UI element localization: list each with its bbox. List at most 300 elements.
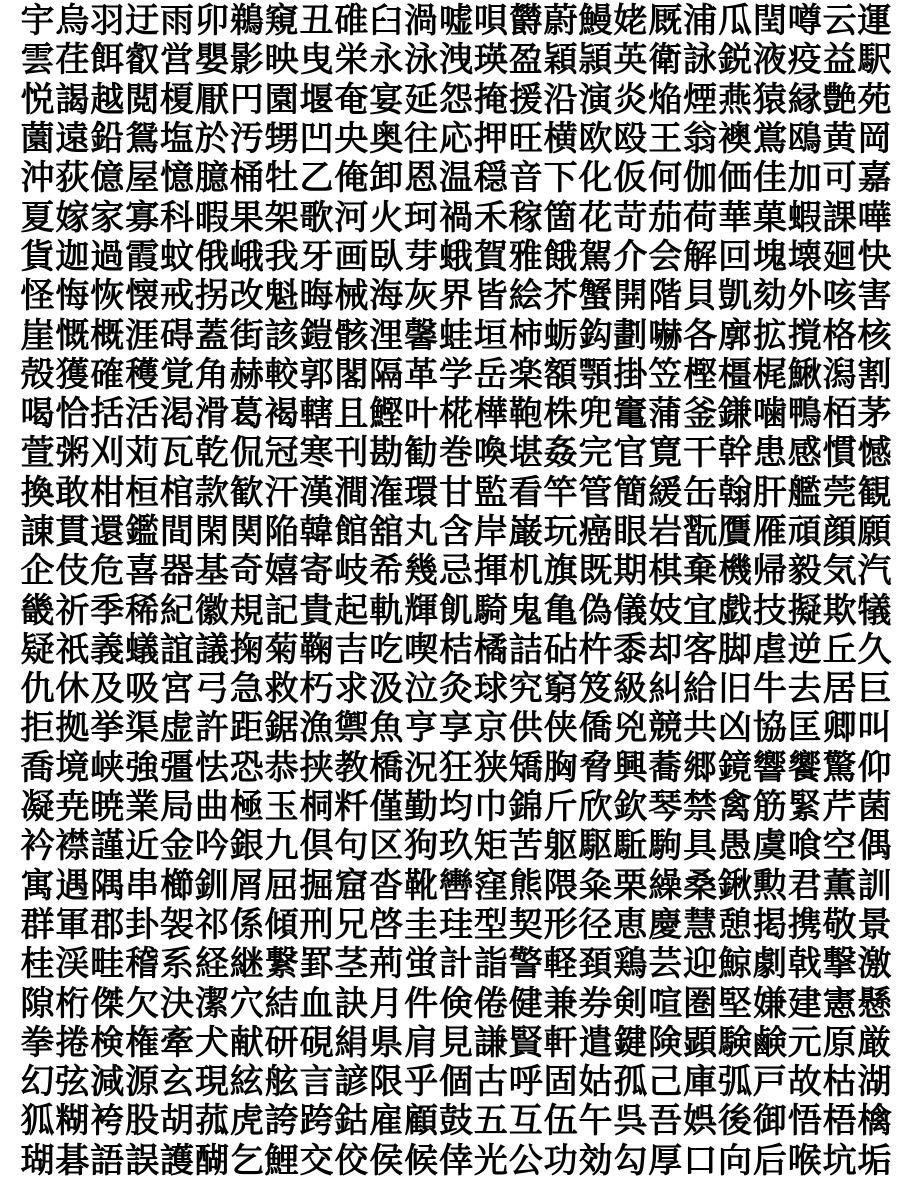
glyph-cell: 圏	[683, 984, 718, 1024]
glyph-cell: 議	[194, 630, 229, 670]
glyph-cell: 供	[508, 709, 543, 749]
glyph-cell: 倹	[438, 984, 473, 1024]
glyph-cell: 喬	[20, 748, 55, 788]
glyph-cell: 河	[334, 198, 369, 238]
glyph-cell: 向	[717, 1141, 752, 1181]
glyph-cell: 公	[508, 1141, 543, 1181]
glyph-cell: 騎	[473, 591, 508, 631]
glyph-cell: 牛	[752, 670, 787, 710]
glyph-cell: 桁	[55, 984, 90, 1024]
glyph-cell: 厳	[857, 1023, 892, 1063]
glyph-cell: 竃	[613, 395, 648, 435]
glyph-cell: 鉛	[90, 120, 125, 160]
glyph-cell: 隔	[369, 355, 404, 395]
glyph-cell: 快	[857, 237, 892, 277]
glyph-cell: 憾	[857, 434, 892, 474]
glyph-cell: 穎	[543, 41, 578, 81]
glyph-cell: 叫	[857, 709, 892, 749]
glyph-cell: 害	[857, 277, 892, 317]
glyph-cell: 崖	[20, 316, 55, 356]
glyph-cell: 割	[857, 355, 892, 395]
glyph-cell: 株	[543, 395, 578, 435]
glyph-cell: 枯	[822, 1063, 857, 1103]
glyph-cell: 勤	[404, 788, 439, 828]
glyph-cell: 器	[159, 552, 194, 592]
glyph-cell: 験	[717, 1023, 752, 1063]
glyph-cell: 圭	[404, 905, 439, 945]
glyph-cell: 喜	[125, 552, 160, 592]
glyph-cell: 契	[508, 905, 543, 945]
glyph-cell: 弦	[55, 1063, 90, 1103]
glyph-cell: 具	[683, 827, 718, 867]
glyph-cell: 営	[159, 41, 194, 81]
glyph-cell: 馨	[404, 316, 439, 356]
glyph-cell: 糊	[55, 1102, 90, 1142]
glyph-cell: 鼓	[438, 1102, 473, 1142]
glyph-cell: 悟	[787, 1102, 822, 1142]
glyph-cell: 柿	[508, 316, 543, 356]
glyph-cell: 虞	[752, 827, 787, 867]
glyph-cell: 韓	[299, 513, 334, 552]
glyph-cell: 解	[683, 237, 718, 277]
glyph-cell: 該	[264, 316, 299, 356]
glyph-cell: 葛	[229, 395, 264, 435]
glyph-cell: 臆	[194, 159, 229, 199]
glyph-cell: 珪	[438, 905, 473, 945]
glyph-cell: 慧	[683, 905, 718, 945]
glyph-cell: 顎	[578, 355, 613, 395]
glyph-cell: 園	[264, 80, 299, 120]
glyph-cell: 廓	[717, 316, 752, 356]
glyph-cell: 顕	[683, 1023, 718, 1063]
glyph-cell: 却	[648, 630, 683, 670]
glyph-cell: 諺	[334, 1063, 369, 1103]
glyph-cell: 貝	[683, 277, 718, 317]
glyph-cell: 誇	[264, 1102, 299, 1142]
glyph-row	[20, 788, 892, 827]
glyph-cell: 額	[543, 355, 578, 395]
glyph-cell: 現	[194, 1063, 229, 1103]
glyph-cell: 灸	[438, 670, 473, 710]
glyph-cell: 均	[438, 788, 473, 828]
glyph-cell: 言	[299, 1063, 334, 1103]
glyph-cell: 管	[578, 473, 613, 513]
glyph-cell: 瑛	[473, 41, 508, 81]
glyph-cell: 荊	[369, 945, 404, 985]
glyph-cell: 鑑	[125, 513, 160, 552]
glyph-row	[20, 709, 892, 748]
glyph-cell: 餌	[90, 41, 125, 81]
glyph-cell: 化	[578, 159, 613, 199]
glyph-cell: 応	[438, 120, 473, 160]
glyph-cell: 翰	[717, 473, 752, 513]
glyph-cell: 鋭	[717, 41, 752, 81]
glyph-cell: 鎧	[299, 316, 334, 356]
glyph-cell: 架	[264, 198, 299, 238]
glyph-cell: 仇	[20, 670, 55, 710]
glyph-cell: 斤	[543, 788, 578, 828]
glyph-cell: 嘩	[857, 198, 892, 238]
glyph-cell: 久	[857, 630, 892, 670]
glyph-cell: 急	[229, 670, 264, 710]
glyph-cell: 樺	[473, 395, 508, 435]
glyph-cell: 押	[473, 120, 508, 160]
glyph-cell: 干	[683, 434, 718, 474]
glyph-cell: 教	[334, 748, 369, 788]
glyph-cell: 穴	[229, 984, 264, 1024]
glyph-cell: 頑	[787, 513, 822, 552]
glyph-cell: 謹	[90, 827, 125, 867]
glyph-cell: 幻	[20, 1063, 55, 1103]
glyph-cell: 滑	[194, 395, 229, 435]
glyph-cell: 計	[438, 945, 473, 985]
glyph-cell: 級	[613, 670, 648, 710]
glyph-cell: 稽	[125, 945, 160, 985]
glyph-cell: 飢	[438, 591, 473, 631]
glyph-cell: 桔	[438, 630, 473, 670]
glyph-cell: 伎	[55, 552, 90, 592]
glyph-cell: 群	[20, 905, 55, 945]
glyph-cell: 傾	[264, 905, 299, 945]
glyph-cell: 岡	[857, 120, 892, 160]
glyph-cell: 羽	[90, 2, 125, 42]
glyph-cell: 轄	[299, 395, 334, 435]
glyph-cell: 凶	[717, 709, 752, 749]
glyph-cell: 茅	[857, 395, 892, 435]
glyph-cell: 懸	[857, 984, 892, 1024]
glyph-cell: 且	[334, 395, 369, 435]
glyph-cell: 粥	[55, 434, 90, 474]
glyph-cell: 帰	[752, 552, 787, 592]
glyph-cell: 献	[229, 1023, 264, 1063]
glyph-cell: 金	[159, 827, 194, 867]
glyph-cell: 官	[613, 434, 648, 474]
glyph-cell: 桶	[229, 159, 264, 199]
glyph-cell: 乎	[404, 1063, 439, 1103]
glyph-cell: 閣	[334, 355, 369, 395]
glyph-cell: 原	[822, 1023, 857, 1063]
glyph-cell: 劃	[613, 316, 648, 356]
glyph-cell: 疫	[787, 41, 822, 81]
glyph-cell: 沓	[369, 866, 404, 906]
glyph-cell: 叡	[125, 41, 160, 81]
glyph-cell: 欣	[578, 788, 613, 828]
glyph-cell: 協	[752, 709, 787, 749]
glyph-cell: 荻	[55, 159, 90, 199]
glyph-cell: 貫	[55, 513, 90, 552]
glyph-row	[20, 591, 892, 630]
glyph-cell: 蝦	[787, 198, 822, 238]
glyph-cell: 享	[438, 709, 473, 749]
glyph-cell: 簡	[613, 473, 648, 513]
glyph-cell: 給	[683, 670, 718, 710]
glyph-cell: 恰	[55, 395, 90, 435]
glyph-cell: 貨	[20, 237, 55, 277]
glyph-cell: 鍵	[613, 1023, 648, 1063]
glyph-cell: 形	[543, 905, 578, 945]
glyph-cell: 永	[369, 41, 404, 81]
glyph-cell: 境	[55, 748, 90, 788]
glyph-cell: 灰	[404, 277, 439, 317]
glyph-cell: 匡	[787, 709, 822, 749]
glyph-cell: 郡	[90, 905, 125, 945]
glyph-cell: 軍	[55, 905, 90, 945]
glyph-cell: 感	[787, 434, 822, 474]
glyph-cell: 基	[194, 552, 229, 592]
glyph-cell: 俺	[334, 159, 369, 199]
glyph-cell: 共	[683, 709, 718, 749]
glyph-cell: 県	[369, 1023, 404, 1063]
glyph-cell: 会	[648, 237, 683, 277]
glyph-cell: 拒	[20, 709, 55, 749]
glyph-cell: 蟻	[125, 630, 160, 670]
glyph-cell: 故	[787, 1063, 822, 1103]
glyph-cell: 愚	[717, 827, 752, 867]
glyph-cell: 艶	[822, 80, 857, 120]
glyph-cell: 串	[125, 866, 160, 906]
glyph-cell: 角	[194, 355, 229, 395]
glyph-cell: 瓦	[159, 434, 194, 474]
glyph-cell: 央	[334, 120, 369, 160]
glyph-cell: 固	[543, 1063, 578, 1103]
glyph-cell: 危	[90, 552, 125, 592]
glyph-cell: 玉	[264, 788, 299, 828]
glyph-cell: 希	[369, 552, 404, 592]
glyph-cell: 衛	[648, 41, 683, 81]
glyph-cell: 僑	[578, 709, 613, 749]
glyph-cell: 硯	[299, 1023, 334, 1063]
glyph-cell: 億	[90, 159, 125, 199]
glyph-cell: 苛	[613, 198, 648, 238]
glyph-cell: 運	[857, 2, 892, 42]
glyph-cell: 岳	[473, 355, 508, 395]
glyph-cell: 漢	[299, 473, 334, 513]
glyph-cell: 居	[822, 670, 857, 710]
glyph-cell: 憩	[717, 905, 752, 945]
glyph-cell: 噂	[787, 2, 822, 42]
glyph-cell: 頚	[578, 945, 613, 985]
glyph-cell: 渦	[404, 2, 439, 42]
glyph-cell: 厩	[648, 2, 683, 42]
glyph-cell: 倶	[299, 827, 334, 867]
glyph-row	[20, 277, 892, 316]
glyph-cell: 警	[508, 945, 543, 985]
glyph-cell: 姦	[543, 434, 578, 474]
glyph-cell: 建	[787, 984, 822, 1024]
glyph-cell: 栗	[613, 866, 648, 906]
glyph-cell: 輝	[404, 591, 439, 631]
glyph-cell: 凝	[20, 788, 55, 828]
glyph-cell: 限	[369, 1063, 404, 1103]
glyph-cell: 祁	[194, 905, 229, 945]
glyph-cell: 霞	[125, 237, 160, 277]
glyph-row	[20, 316, 892, 355]
glyph-cell: 苑	[857, 80, 892, 120]
glyph-cell: 響	[752, 748, 787, 788]
glyph-cell: 寒	[299, 434, 334, 474]
glyph-cell: 許	[194, 709, 229, 749]
glyph-cell: 兇	[613, 709, 648, 749]
glyph-cell: 乙	[299, 159, 334, 199]
glyph-cell: 企	[20, 552, 55, 592]
glyph-cell: 開	[613, 277, 648, 317]
glyph-cell: 泳	[404, 41, 439, 81]
glyph-cell: 侠	[543, 709, 578, 749]
glyph-cell: 誤	[125, 1141, 160, 1181]
glyph-cell: 欺	[822, 591, 857, 631]
glyph-cell: 椛	[438, 395, 473, 435]
glyph-cell: 洩	[438, 41, 473, 81]
glyph-cell: 句	[334, 827, 369, 867]
glyph-cell: 犬	[194, 1023, 229, 1063]
glyph-cell: 鏡	[717, 748, 752, 788]
glyph-cell: 浦	[683, 2, 718, 42]
glyph-cell: 光	[473, 1141, 508, 1181]
glyph-cell: 経	[194, 945, 229, 985]
glyph-cell: 窮	[543, 670, 578, 710]
glyph-cell: 減	[90, 1063, 125, 1103]
glyph-cell: 肝	[752, 473, 787, 513]
glyph-cell: 戯	[717, 591, 752, 631]
glyph-cell: 怪	[20, 277, 55, 317]
glyph-cell: 捲	[55, 1023, 90, 1063]
glyph-cell: 喫	[404, 630, 439, 670]
glyph-cell: 呉	[613, 1102, 648, 1142]
glyph-cell: 究	[508, 670, 543, 710]
glyph-cell: 窟	[334, 866, 369, 906]
glyph-cell: 殴	[613, 120, 648, 160]
glyph-cell: 下	[543, 159, 578, 199]
glyph-cell: 褐	[264, 395, 299, 435]
glyph-cell: 獲	[55, 355, 90, 395]
glyph-cell: 瓜	[717, 2, 752, 42]
glyph-cell: 笈	[578, 670, 613, 710]
glyph-cell: 狐	[20, 1102, 55, 1142]
glyph-cell: 見	[438, 1023, 473, 1063]
glyph-cell: 欧	[578, 120, 613, 160]
glyph-cell: 杵	[578, 630, 613, 670]
glyph-cell: 芸	[648, 945, 683, 985]
glyph-cell: 狂	[438, 748, 473, 788]
glyph-cell: 喧	[648, 984, 683, 1024]
glyph-cell: 五	[473, 1102, 508, 1142]
glyph-cell: 監	[473, 473, 508, 513]
glyph-cell: 牽	[159, 1023, 194, 1063]
glyph-row	[20, 1102, 892, 1141]
glyph-cell: 芹	[822, 788, 857, 828]
glyph-cell: 観	[857, 473, 892, 513]
glyph-cell: 括	[90, 395, 125, 435]
glyph-cell: 及	[90, 670, 125, 710]
glyph-cell: 逆	[787, 630, 822, 670]
glyph-cell: 寄	[299, 552, 334, 592]
glyph-cell: 宇	[20, 2, 55, 42]
glyph-cell: 躯	[543, 827, 578, 867]
glyph-cell: 栄	[334, 41, 369, 81]
glyph-cell: 拐	[194, 277, 229, 317]
glyph-cell: 記	[264, 591, 299, 631]
glyph-cell: 潟	[822, 355, 857, 395]
glyph-cell: 欽	[613, 788, 648, 828]
glyph-cell: 駒	[648, 827, 683, 867]
glyph-cell: 粁	[334, 788, 369, 828]
glyph-cell: 驚	[822, 748, 857, 788]
glyph-cell: 寓	[20, 866, 55, 906]
glyph-cell: 敢	[55, 473, 90, 513]
glyph-cell: 岸	[473, 513, 508, 552]
glyph-cell: 胡	[159, 1102, 194, 1142]
glyph-cell: 距	[229, 709, 264, 749]
glyph-cell: 界	[438, 277, 473, 317]
glyph-cell: 朽	[299, 670, 334, 710]
glyph-cell: 啓	[369, 905, 404, 945]
glyph-cell: 鈷	[334, 1102, 369, 1142]
glyph-cell: 謙	[473, 1023, 508, 1063]
glyph-cell: 撹	[787, 316, 822, 356]
glyph-cell: 径	[578, 905, 613, 945]
glyph-cell: 釜	[683, 395, 718, 435]
glyph-cell: 掬	[229, 630, 264, 670]
glyph-cell: 禦	[334, 709, 369, 749]
glyph-cell: 鰻	[578, 2, 613, 42]
glyph-cell: 鹸	[752, 1023, 787, 1063]
glyph-cell: 英	[613, 41, 648, 81]
glyph-cell: 翫	[683, 513, 718, 552]
glyph-cell: 閑	[194, 513, 229, 552]
glyph-cell: 影	[229, 41, 264, 81]
glyph-cell: 期	[613, 552, 648, 592]
glyph-cell: 空	[822, 827, 857, 867]
glyph-cell: 穫	[125, 355, 160, 395]
glyph-cell: 賢	[508, 1023, 543, 1063]
glyph-cell: 交	[299, 1141, 334, 1181]
glyph-cell: 各	[683, 316, 718, 356]
glyph-cell: 茄	[648, 198, 683, 238]
glyph-cell: 殻	[20, 355, 55, 395]
glyph-cell: 芥	[543, 277, 578, 317]
glyph-cell: 吸	[125, 670, 160, 710]
glyph-cell: 陥	[264, 513, 299, 552]
glyph-cell: 券	[578, 984, 613, 1024]
glyph-cell: 鯨	[717, 945, 752, 985]
glyph-cell: 臥	[369, 237, 404, 277]
glyph-cell: 橿	[717, 355, 752, 395]
glyph-cell: 乞	[229, 1141, 264, 1181]
glyph-cell: 稀	[125, 591, 160, 631]
glyph-cell: 興	[613, 748, 648, 788]
glyph-row	[20, 198, 892, 237]
glyph-cell: 汲	[369, 670, 404, 710]
glyph-cell: 喝	[20, 395, 55, 435]
glyph-cell: 粂	[578, 866, 613, 906]
glyph-cell: 襟	[55, 827, 90, 867]
glyph-row	[20, 513, 892, 552]
glyph-cell: 緊	[787, 788, 822, 828]
glyph-cell: 掛	[613, 355, 648, 395]
glyph-cell: 業	[125, 788, 160, 828]
glyph-cell: 含	[438, 513, 473, 552]
glyph-cell: 季	[90, 591, 125, 631]
glyph-cell: 劇	[752, 945, 787, 985]
glyph-cell: 鶏	[613, 945, 648, 985]
glyph-cell: 遇	[55, 866, 90, 906]
glyph-cell: 横	[543, 120, 578, 160]
glyph-cell: 桂	[20, 945, 55, 985]
glyph-cell: 午	[578, 1102, 613, 1142]
glyph-cell: 佳	[752, 159, 787, 199]
glyph-cell: 拠	[55, 709, 90, 749]
glyph-cell: 彊	[159, 748, 194, 788]
